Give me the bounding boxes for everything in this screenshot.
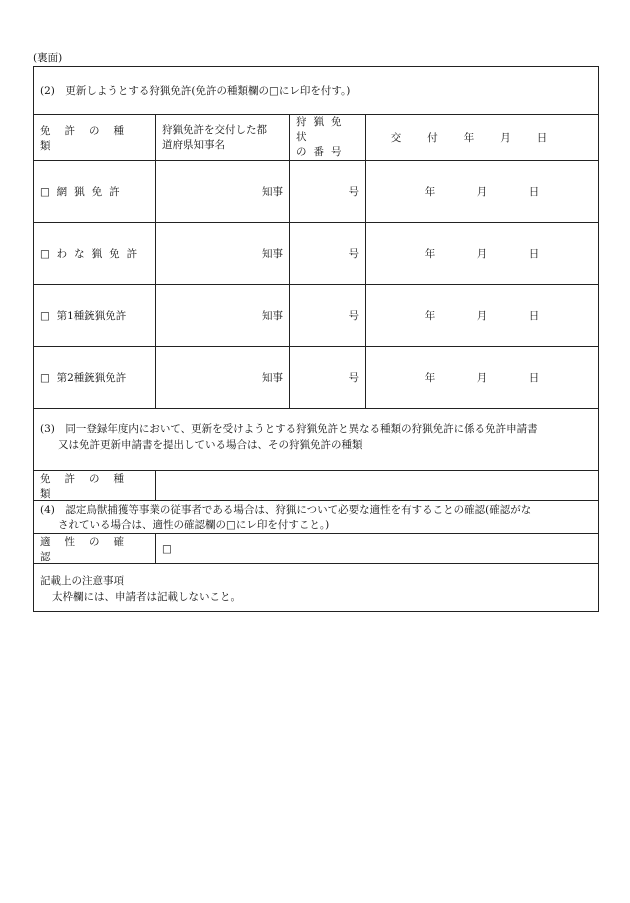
section3-type-row — [34, 470, 598, 500]
section2-header-row — [34, 114, 598, 160]
governor-cell[interactable]: 知事 — [155, 285, 289, 346]
section2-title-row — [34, 67, 598, 114]
issue-date-cell[interactable]: 年 月 日 — [365, 161, 598, 222]
checkbox-icon[interactable]: □ — [40, 247, 50, 260]
license-row-net — [34, 160, 598, 222]
issue-date-cell[interactable]: 年 月 日 — [365, 285, 598, 346]
license-row-trap — [34, 222, 598, 284]
aptitude-checkbox-cell[interactable] — [155, 534, 598, 563]
license-row-gun1 — [34, 284, 598, 346]
section4-title: (4) 認定鳥獣捕獲等事業の従事者である場合は、狩猟について必要な適性を有することの確認(確認がな されている場合は、適性の確認欄の□にレ印を付すこと。) — [40, 504, 532, 531]
header-governor — [155, 115, 289, 160]
governor-cell[interactable]: 知事 — [155, 161, 289, 222]
checkbox-icon[interactable]: □ — [40, 309, 50, 322]
license-renewal-form — [33, 66, 599, 612]
license-type-cell: □ わな猟免許 — [40, 247, 145, 260]
section3-title-row — [34, 408, 598, 470]
issue-date-cell[interactable]: 年 月 日 — [365, 347, 598, 408]
header-issue-date: 交付年月日 — [365, 115, 598, 160]
header-number-line1: 狩猟免状 — [296, 116, 349, 143]
issue-date-cell[interactable]: 年 月 日 — [365, 223, 598, 284]
section2-title: (2) 更新しようとする狩猟免許(免許の種類欄の□にレ印を付す。) — [40, 85, 351, 97]
notes — [34, 564, 598, 611]
checkbox-icon[interactable]: □ — [162, 542, 172, 555]
license-number-cell[interactable]: 号 — [289, 347, 365, 408]
governor-cell[interactable]: 知事 — [155, 347, 289, 408]
notes-row — [34, 563, 598, 611]
notes-title: 記載上の注意事項 — [40, 575, 124, 587]
license-number-cell[interactable]: 号 — [289, 223, 365, 284]
section4-label: 適性の確認 — [40, 535, 138, 563]
checkbox-icon[interactable]: □ — [40, 371, 50, 384]
page-side-label: (裏面) — [33, 52, 63, 64]
checkbox-icon[interactable]: □ — [40, 185, 50, 198]
license-type-cell: □ 網猟免許 — [40, 185, 127, 198]
license-type-cell: □ 第2種銃猟免許 — [40, 371, 127, 384]
header-governor-line2: 道府県知事名 — [162, 138, 225, 151]
section4-aptitude-row — [34, 533, 598, 563]
notes-body: 太枠欄には、申請者は記載しないこと。 — [52, 591, 241, 603]
license-row-gun2 — [34, 346, 598, 408]
header-number-line2: の番号 — [296, 146, 349, 158]
license-number-cell[interactable]: 号 — [289, 285, 365, 346]
header-governor-line1: 狩猟免許を交付した都 — [162, 123, 267, 136]
header-license-type: 免許の種類 — [40, 124, 138, 152]
header-license-number — [289, 115, 365, 160]
section3-type-input[interactable] — [155, 471, 598, 500]
section3-label: 免許の種類 — [40, 472, 138, 500]
governor-cell[interactable]: 知事 — [155, 223, 289, 284]
license-type-cell: □ 第1種銃猟免許 — [40, 309, 127, 322]
section3-title: (3) 同一登録年度内において、更新を受けようとする狩猟免許と異なる種類の狩猟免許に係る免許申請書 又は免許更新申請書を提出している場合は、その狩猟免許の種類 — [40, 423, 538, 451]
section4-title-row — [34, 500, 598, 533]
license-number-cell[interactable]: 号 — [289, 161, 365, 222]
